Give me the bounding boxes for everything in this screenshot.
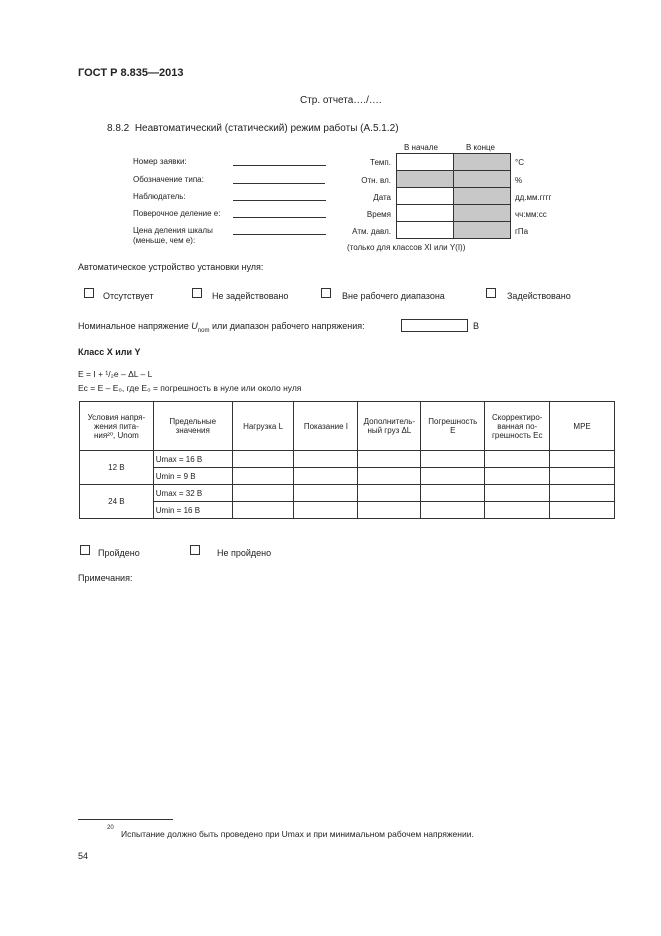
cell-empty[interactable] — [485, 502, 550, 519]
option-not-engaged: Не задействовано — [212, 291, 289, 301]
cell-empty[interactable] — [550, 451, 615, 468]
cell-condition-12v: 12 В — [80, 451, 154, 485]
field-label-verification-division: Поверочное деление e: — [133, 209, 221, 218]
cell-empty[interactable] — [421, 485, 485, 502]
checkbox-out-of-range[interactable] — [321, 288, 331, 298]
cell-empty[interactable] — [232, 485, 294, 502]
cell-empty[interactable] — [232, 502, 294, 519]
field-label-scale-division-2: (меньше, чем e): — [133, 236, 196, 245]
table-row — [80, 485, 615, 502]
footnote-number: 20 — [107, 825, 114, 831]
header-mpe: MPE — [550, 402, 615, 451]
table-header-row — [80, 402, 615, 451]
field-line-observer[interactable] — [233, 191, 326, 201]
cond-label-date: Дата — [373, 193, 391, 202]
result-failed: Не пройдено — [217, 548, 272, 558]
cell-empty[interactable] — [421, 468, 485, 485]
field-line-request-number[interactable] — [233, 156, 326, 166]
section-heading — [107, 123, 399, 134]
measurement-table — [79, 401, 615, 519]
cell-umin-16v: Umin = 16 В — [153, 502, 232, 519]
nominal-voltage-input[interactable] — [401, 319, 468, 332]
cell-empty[interactable] — [232, 451, 294, 468]
field-line-scale-division[interactable] — [233, 225, 326, 235]
cond-time-start[interactable] — [396, 204, 454, 222]
cond-temp-end[interactable] — [453, 153, 511, 171]
cell-empty[interactable] — [550, 485, 615, 502]
option-engaged: Задействовано — [507, 291, 571, 301]
conditions-col-end: В конце — [466, 143, 495, 152]
cond-unit-pressure: гПа — [515, 227, 529, 236]
header-supply-conditions: Условия напря- жения пита- ния²⁰, Unom — [80, 402, 154, 451]
option-absent: Отсутствует — [103, 291, 154, 301]
cond-unit-humidity: % — [515, 176, 523, 185]
table-row — [80, 451, 615, 468]
checkbox-failed[interactable] — [190, 545, 200, 555]
cond-temp-start[interactable] — [396, 153, 454, 171]
cell-empty[interactable] — [550, 468, 615, 485]
checkbox-engaged[interactable] — [486, 288, 496, 298]
cond-label-time: Время — [366, 210, 391, 219]
nominal-voltage-label: Номинальное напряжение $U_{nom}$ или диапазон рабочего напряжения: — [78, 321, 365, 334]
header-load: Нагрузка L — [232, 402, 294, 451]
field-line-verification-division[interactable] — [233, 208, 326, 218]
cond-unit-time: чч:мм:сс — [515, 210, 547, 219]
notes-label: Примечания: — [78, 573, 133, 583]
document-header: ГОСТ Р 8.835—2013 — [78, 67, 184, 79]
cell-empty[interactable] — [485, 451, 550, 468]
option-out-of-range: Вне рабочего диапазона — [342, 291, 445, 301]
field-label-observer: Наблюдатель: — [133, 192, 186, 201]
footnote-divider — [78, 819, 173, 820]
cell-umax-32v: Umax = 32 В — [153, 485, 232, 502]
cell-empty[interactable] — [358, 468, 421, 485]
cell-umax-16v: Umax = 16 В — [153, 451, 232, 468]
result-passed: Пройдено — [98, 548, 140, 558]
formula-corrected-error: Eс = E – E₀, где E₀ = погрешность в нуле или около нуля — [78, 383, 302, 393]
header-indication: Показание I — [294, 402, 358, 451]
conditions-note: (только для классов XI или Y(I)) — [347, 243, 466, 252]
cell-empty[interactable] — [294, 468, 358, 485]
checkbox-passed[interactable] — [80, 545, 90, 555]
cell-condition-24v: 24 В — [80, 485, 154, 519]
table-row — [80, 468, 615, 485]
cell-umin-9v: Umin = 9 В — [153, 468, 232, 485]
conditions-col-start: В начале — [404, 143, 438, 152]
formula-error: E = I + ¹/₂e – ΔL – L — [78, 369, 153, 379]
cond-pressure-end[interactable] — [453, 221, 511, 239]
field-line-type[interactable] — [233, 174, 325, 184]
nominal-voltage-unit: В — [473, 321, 480, 331]
cell-empty[interactable] — [358, 502, 421, 519]
class-title: Класс X или Y — [78, 347, 141, 357]
cond-date-start[interactable] — [396, 187, 454, 205]
section-title: Неавтоматический (статический) режим работы (А.5.1.2) — [134, 123, 399, 134]
cond-date-end[interactable] — [453, 187, 511, 205]
field-label-type: Обозначение типа: — [133, 175, 204, 184]
cell-empty[interactable] — [294, 485, 358, 502]
table-row — [80, 502, 615, 519]
cell-empty[interactable] — [358, 451, 421, 468]
cond-pressure-start[interactable] — [396, 221, 454, 239]
cell-empty[interactable] — [294, 502, 358, 519]
header-limit-values: Предельные значения — [153, 402, 232, 451]
cell-empty[interactable] — [421, 502, 485, 519]
cell-empty[interactable] — [358, 485, 421, 502]
page-number: 54 — [78, 851, 89, 861]
report-page-ref: Стр. отчета…./…. — [300, 95, 382, 106]
cell-empty[interactable] — [232, 468, 294, 485]
cond-unit-date: дд.мм.гггг — [515, 193, 552, 202]
cond-humidity-end[interactable] — [453, 170, 511, 188]
cond-label-pressure: Атм. давл. — [352, 227, 391, 236]
cell-empty[interactable] — [421, 451, 485, 468]
checkbox-absent[interactable] — [84, 288, 94, 298]
section-number: 8.8.2 — [107, 123, 130, 134]
auto-zero-title: Автоматическое устройство установки нуля: — [78, 262, 264, 272]
cell-empty[interactable] — [485, 485, 550, 502]
cond-label-humidity: Отн. вл. — [361, 176, 391, 185]
header-error: Погрешность E — [421, 402, 485, 451]
cond-time-end[interactable] — [453, 204, 511, 222]
header-corrected-error: Скорректиро- ванная по- грешность Eс — [485, 402, 550, 451]
field-label-scale-division: Цена деления шкалы — [133, 226, 213, 235]
cond-label-temp: Темп. — [370, 158, 391, 167]
footnote-text: Испытание должно быть проведено при Umax и при минимальном рабочем напряжении. — [121, 829, 474, 839]
cell-empty[interactable] — [294, 451, 358, 468]
checkbox-not-engaged[interactable] — [192, 288, 202, 298]
field-label-request-number: Номер заявки: — [133, 157, 187, 166]
cell-empty[interactable] — [485, 468, 550, 485]
cell-empty[interactable] — [550, 502, 615, 519]
cond-humidity-start[interactable] — [396, 170, 454, 188]
header-additional-load: Дополнитель- ный груз ΔL — [358, 402, 421, 451]
cond-unit-temp: °C — [515, 158, 524, 167]
